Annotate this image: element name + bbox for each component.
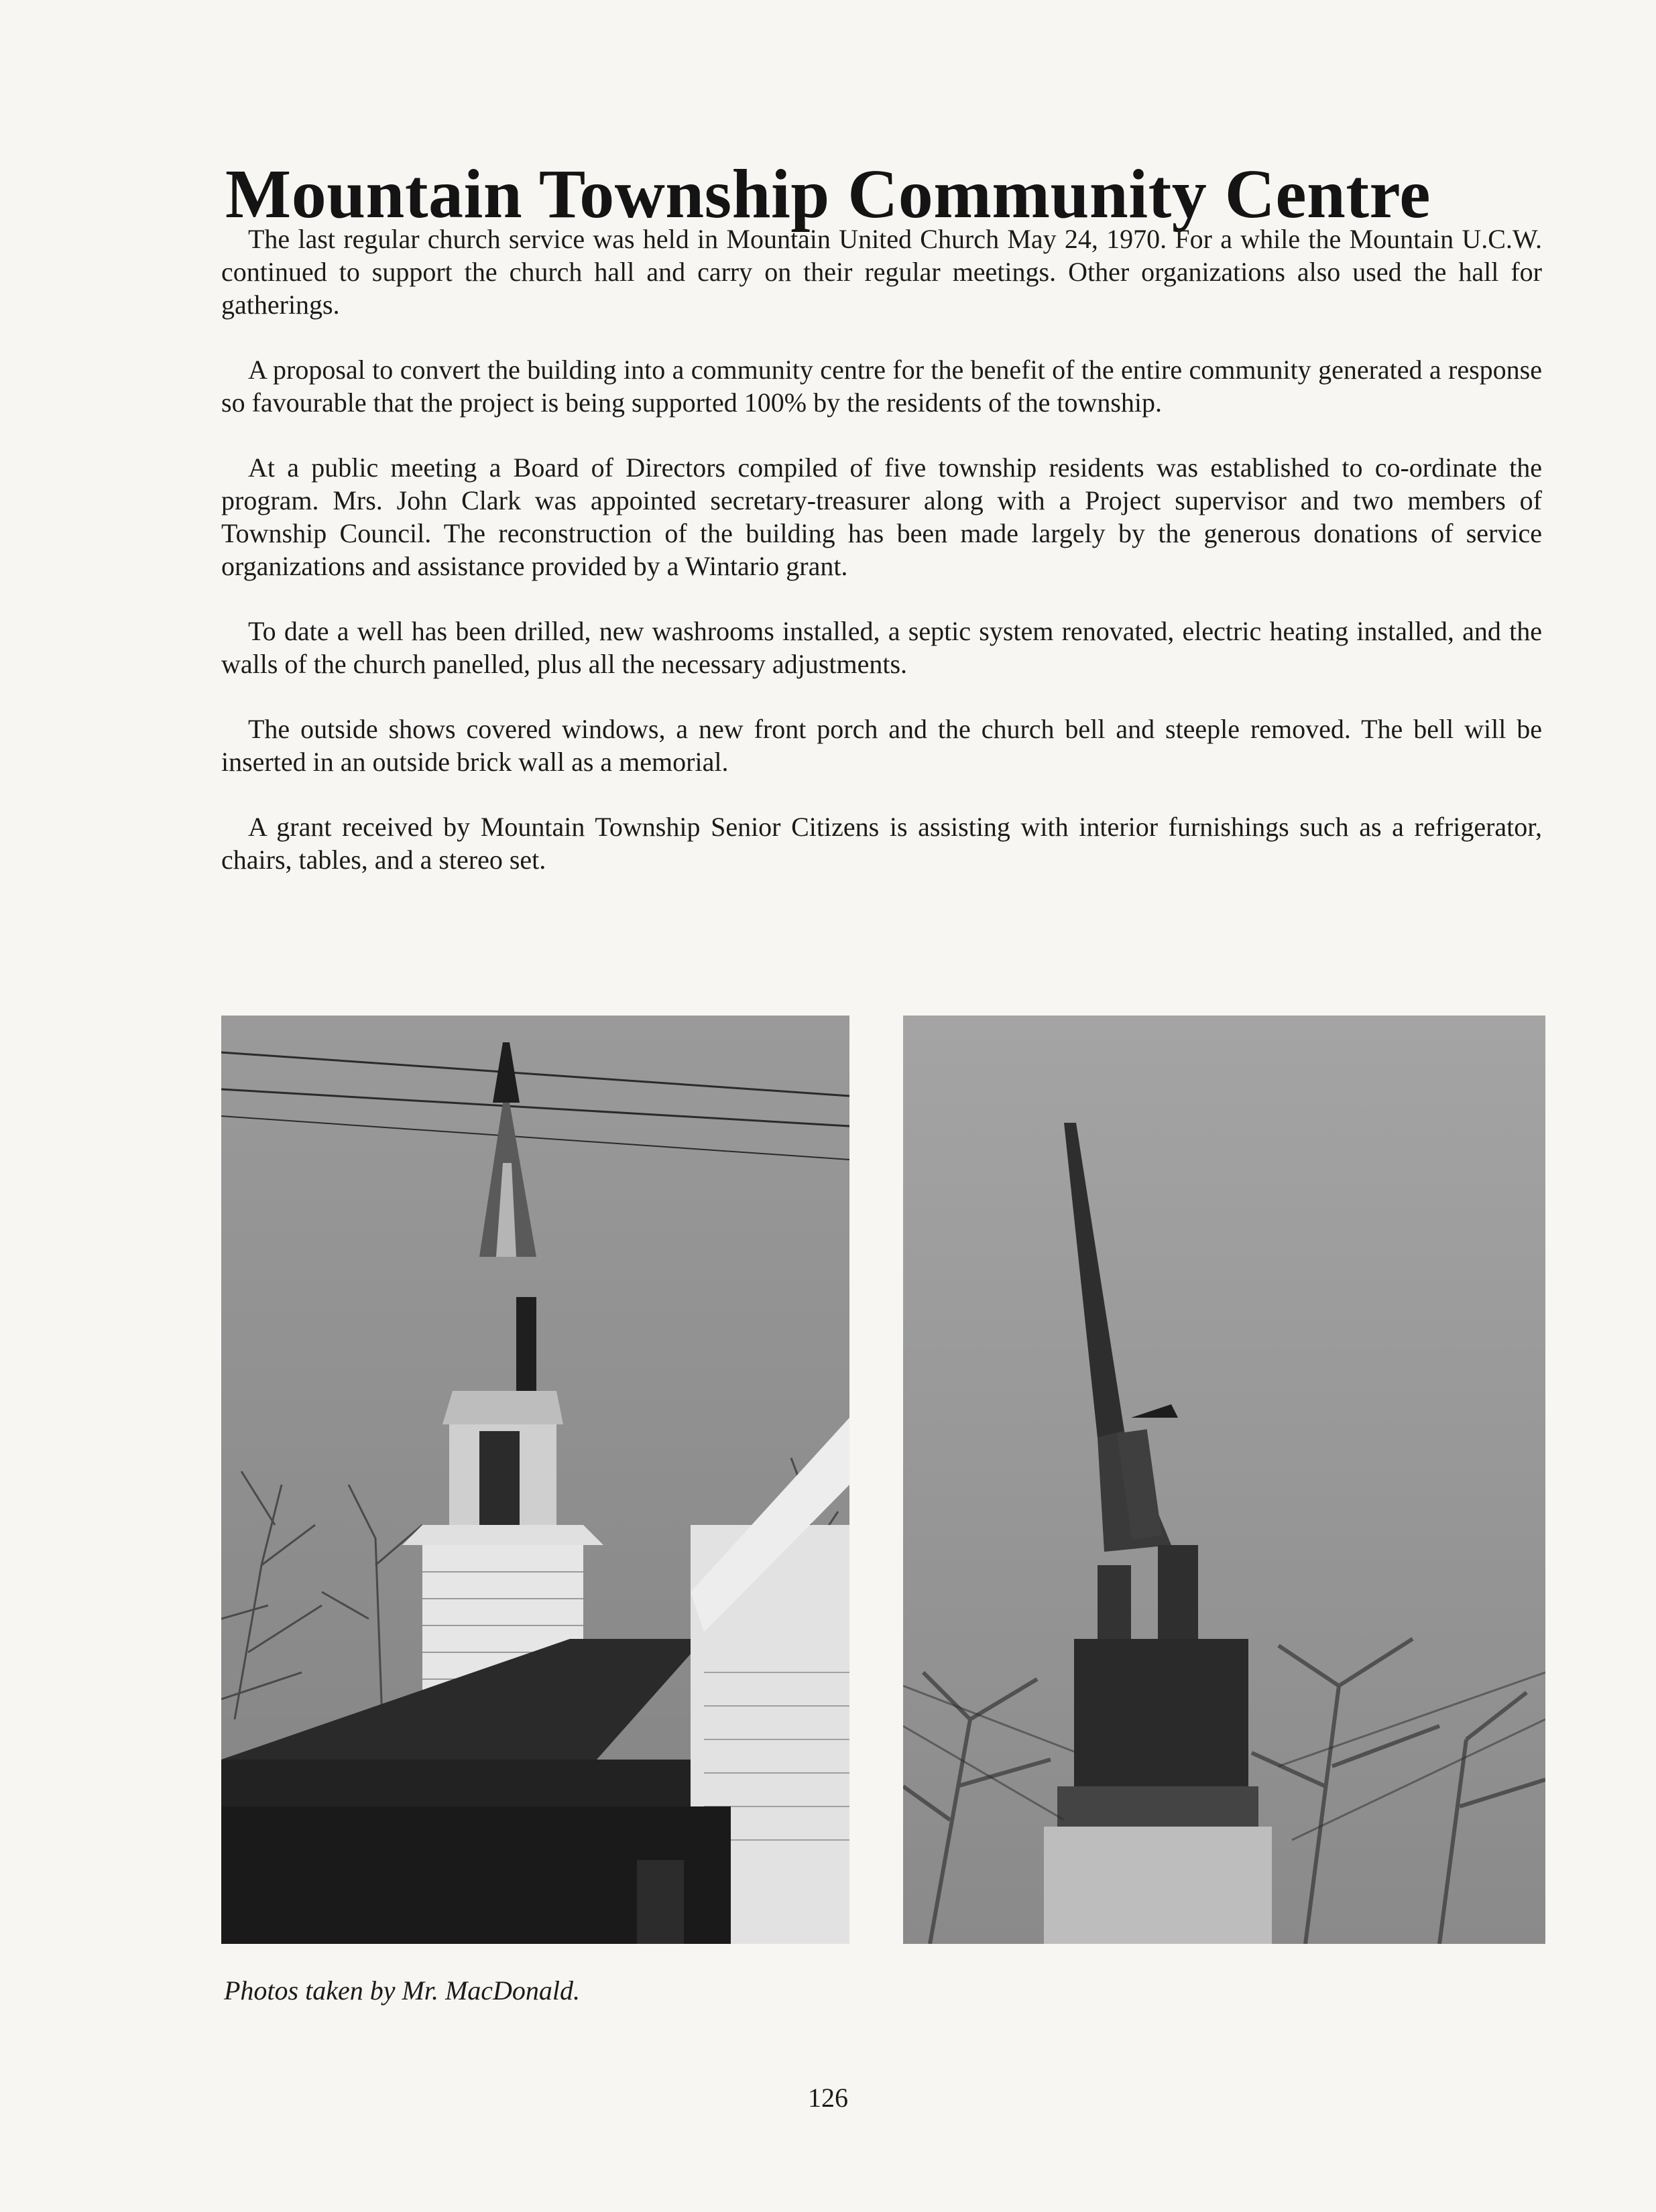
- paragraph-1: The last regular church service was held in Mountain United Church May 24, 1970. For a while the Mountain U.C.W. continued to support the church hall and carry on their regular meetings. Other organizations also used the hall for gatherings.: [221, 224, 1542, 320]
- page-title: Mountain Township Community Centre: [225, 155, 1431, 233]
- steeple-standing-image: [221, 1016, 849, 1944]
- page-number: 126: [808, 2083, 848, 2113]
- paragraph-6: A grant received by Mountain Township Senior Citizens is assisting with interior furnishings such as a refrigerator, chairs, tables, and a stereo set.: [221, 812, 1542, 875]
- paragraph-4: To date a well has been drilled, new washrooms installed, a septic system renovated, electric heating installed, and the walls of the church panelled, plus all the necessary adjustments.: [221, 616, 1542, 679]
- paragraph-2: A proposal to convert the building into a community centre for the benefit of the entire community generated a response so favourable that the project is being supported 100% by the residents of the township.: [221, 355, 1542, 418]
- article-body: [221, 223, 1542, 908]
- paragraph-5: The outside shows covered windows, a new front porch and the church bell and steeple removed. The bell will be inserted in an outside brick wall as a memorial.: [221, 714, 1542, 777]
- photo-caption: Photos taken by Mr. MacDonald.: [224, 1975, 581, 2006]
- paragraph-3: At a public meeting a Board of Directors compiled of five township residents was established to co-ordinate the program. Mrs. John Clark was appointed secretary-treasurer along with a Project supervisor and two members of Township Council. The reconstruction of the building has been made largely by the generous donations of service organizations and assistance provided by a Wintario grant.: [221, 452, 1542, 581]
- steeple-photo-left: [221, 1016, 849, 1944]
- steeple-removal-image: [903, 1016, 1545, 1944]
- steeple-photo-right: [903, 1016, 1545, 1944]
